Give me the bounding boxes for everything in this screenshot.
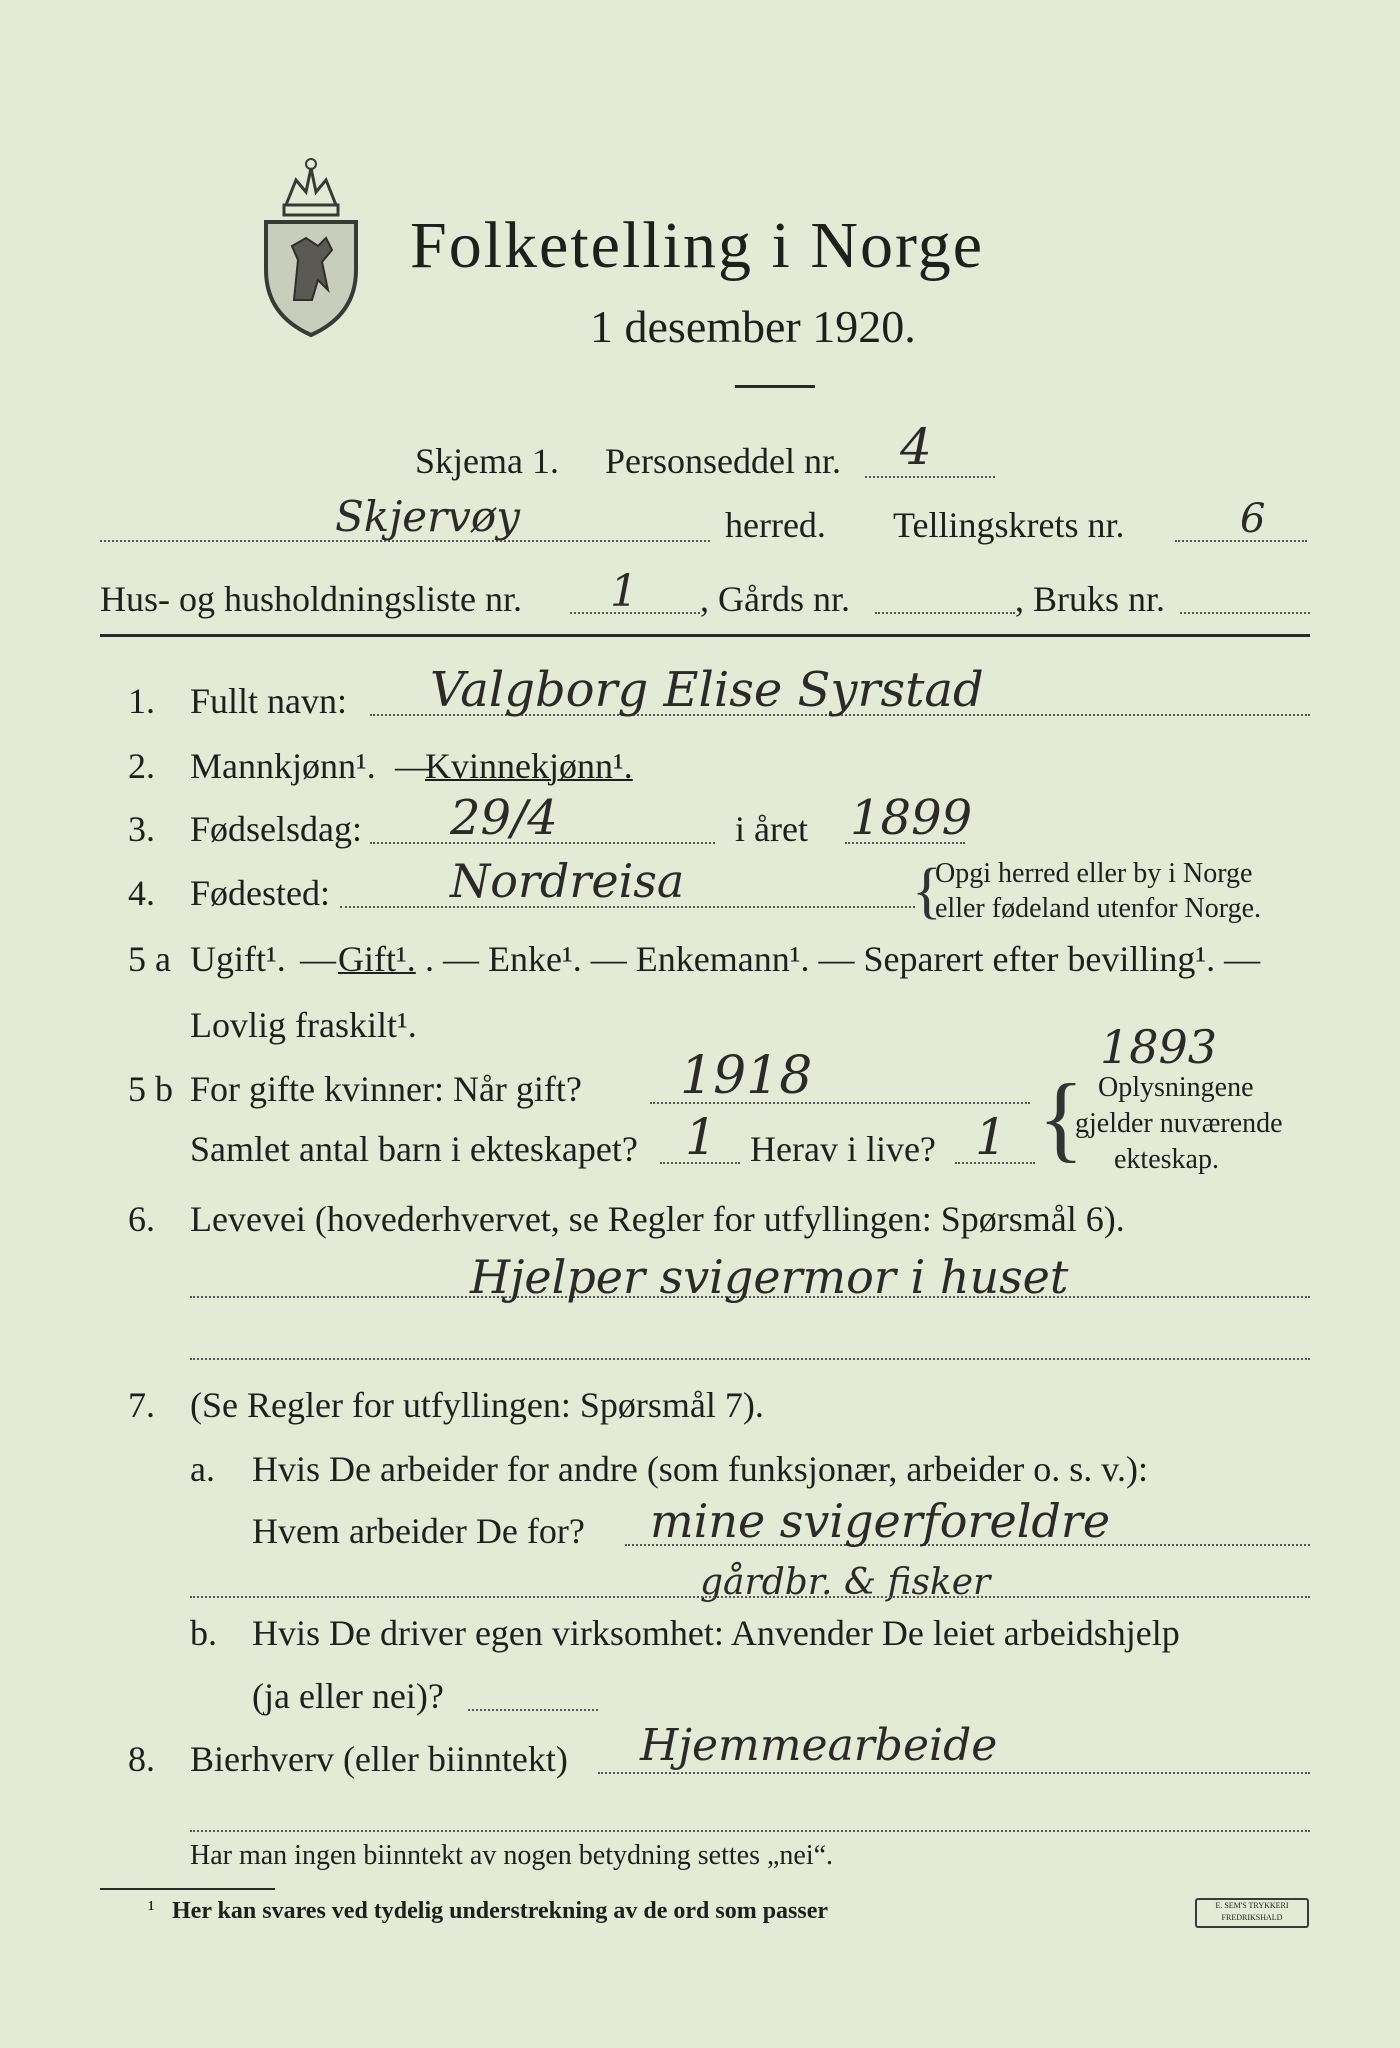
q7-label: (Se Regler for utfyllingen: Spørsmål 7).: [190, 1385, 764, 1425]
q7a-question: Hvem arbeider De for?: [252, 1511, 585, 1551]
form-date: 1 desember 1920.: [590, 301, 916, 352]
q4-note-line2: eller fødeland utenfor Norge.: [935, 893, 1262, 924]
q7b-text: Hvis De driver egen virksomhet: Anvender De leiet arbeidshjelp: [252, 1613, 1180, 1653]
q5b-label: For gifte kvinner: Når gift?: [190, 1069, 582, 1109]
q5a-number: 5 a: [128, 939, 171, 979]
q5a-ugift: Ugift¹.: [190, 939, 286, 979]
q7a-number: a.: [190, 1449, 215, 1489]
gards-label: , Gårds nr.: [700, 579, 850, 619]
gards-line: [875, 612, 1015, 614]
q4-label: Fødested:: [190, 873, 330, 913]
herred-value: Skjervøy: [335, 492, 520, 541]
q8-number: 8.: [128, 1739, 155, 1779]
q7b-question: (ja eller nei)?: [252, 1676, 444, 1716]
personseddel-line: [865, 476, 995, 478]
q5b-value: 1918: [680, 1046, 813, 1106]
q5b-barn-value: 1: [685, 1108, 717, 1166]
tellingskrets-value: 6: [1240, 496, 1266, 542]
q1-label: Fullt navn:: [190, 681, 348, 721]
hus-value: 1: [610, 566, 638, 617]
footer-note: Har man ingen biinntekt av nogen betydning settes „nei“.: [190, 1840, 834, 1871]
personseddel-label: Personseddel nr.: [605, 441, 841, 481]
q5a-fraskilt: Lovlig fraskilt¹.: [190, 1005, 417, 1045]
printer-stamp-line2: FREDRIKSHALD: [1221, 1913, 1283, 1922]
q8-value: Hjemmearbeide: [640, 1720, 998, 1771]
q5b-number: 5 b: [128, 1069, 173, 1109]
q7-number: 7.: [128, 1385, 155, 1425]
q4-note-line1: Opgi herred eller by i Norge: [935, 858, 1253, 889]
q6-value: Hjelper svigermor i huset: [470, 1250, 1069, 1304]
q8-line-2: [190, 1830, 1310, 1832]
title-divider: [735, 385, 815, 388]
q7b-number: b.: [190, 1613, 217, 1653]
q7a-value-2: gårdbr. & fisker: [700, 1562, 991, 1603]
q5b-live-value: 1: [975, 1108, 1007, 1166]
skjema-label: Skjema 1.: [415, 441, 559, 481]
q5b-note-line2: gjelder nuværende: [1075, 1108, 1283, 1139]
q6-label: Levevei (hovederhvervet, se Regler for utfyllingen: Spørsmål 6).: [190, 1199, 1125, 1239]
norway-coat-of-arms-icon: [256, 150, 366, 340]
q3-value: 29/4: [450, 790, 558, 846]
q7a-value: mine svigerforeldre: [650, 1494, 1111, 1548]
q5a-gift: Gift¹.: [338, 939, 416, 979]
q5b-barn-label: Samlet antal barn i ekteskapet?: [190, 1129, 638, 1169]
bruks-label: , Bruks nr.: [1015, 579, 1166, 619]
q2-mann: Mannkjønn¹.: [190, 746, 376, 786]
herred-label: herred.: [725, 505, 826, 545]
footnote-mark: ¹: [148, 1896, 155, 1921]
form-title: Folketelling i Norge: [410, 209, 985, 282]
q3-number: 3.: [128, 809, 155, 849]
footnote-text: Her kan svares ved tydelig understrekning av de ord som passer: [172, 1898, 829, 1924]
q5b-live-label: Herav i live?: [750, 1129, 936, 1169]
q1-number: 1.: [128, 681, 155, 721]
personseddel-value: 4: [900, 418, 932, 476]
q3-aret-label: i året: [735, 809, 808, 849]
q5b-note-line1: Oplysningene: [1098, 1072, 1254, 1103]
q5b-brace: {: [1038, 1064, 1085, 1171]
q4-brace: {: [912, 857, 942, 925]
q5a-rest: . — Enke¹. — Enkemann¹. — Separert efter bevilling¹. —: [425, 939, 1261, 979]
q6-line-2: [190, 1358, 1310, 1360]
printer-stamp: [1195, 1898, 1309, 1928]
q6-number: 6.: [128, 1199, 155, 1239]
q1-value: Valgborg Elise Syrstad: [430, 662, 984, 718]
footnote-rule: [100, 1888, 275, 1890]
q7a-text: Hvis De arbeider for andre (som funksjonær, arbeider o. s. v.):: [252, 1449, 1148, 1489]
q2-dash: —: [395, 746, 431, 786]
q8-label: Bierhverv (eller biinntekt): [190, 1739, 568, 1779]
q2-kvinne: Kvinnekjønn¹.: [425, 746, 633, 786]
q4-number: 4.: [128, 873, 155, 913]
q5b-note-line3: ekteskap.: [1114, 1144, 1219, 1175]
q7a-line-2: [190, 1596, 1310, 1598]
bruks-line: [1180, 612, 1310, 614]
tellingskrets-label: Tellingskrets nr.: [893, 505, 1125, 545]
q7b-line: [468, 1709, 598, 1711]
printer-stamp-line1: E. SEM'S TRYKKERI: [1215, 1901, 1289, 1910]
q5b-annotation: 1893: [1100, 1020, 1218, 1074]
q2-number: 2.: [128, 746, 155, 786]
q8-line: [598, 1772, 1310, 1774]
header-separator: [100, 634, 1310, 637]
hus-label: Hus- og husholdningsliste nr.: [100, 579, 523, 619]
q3-aret-value: 1899: [850, 790, 973, 846]
q5a-dash: —: [300, 939, 336, 979]
q3-label: Fødselsdag:: [190, 809, 363, 849]
q4-value: Nordreisa: [450, 854, 685, 908]
